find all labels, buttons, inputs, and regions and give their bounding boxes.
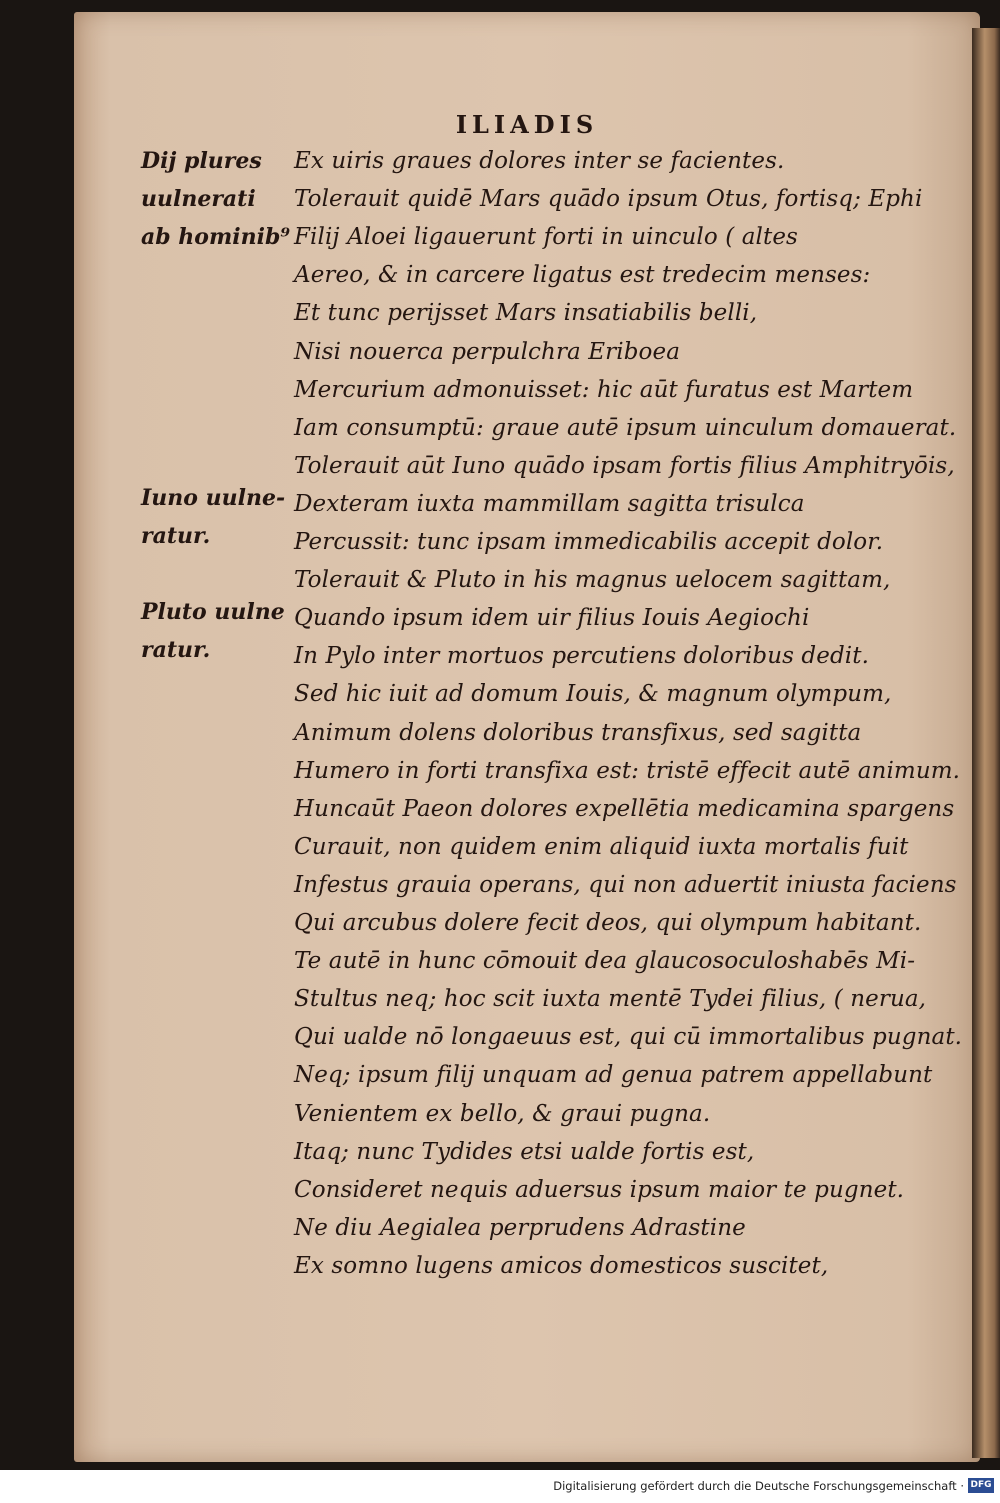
verse-line: Nisi nouerca perpulchra Eriboea bbox=[294, 338, 681, 365]
verse-line: Sed hic iuit ad domum Iouis, & magnum olympum, bbox=[294, 681, 892, 708]
verse-line: Quando ipsum idem uir filius Iouis Aegiochi bbox=[294, 605, 810, 632]
marginal-note: ab hominib⁹ bbox=[141, 224, 290, 251]
verse-line: Mercurium admonuisset: hic aūt furatus est Martem bbox=[294, 376, 914, 403]
verse-line: Stultus neq; hoc scit iuxta mentē Tydei filius, ( nerua, bbox=[294, 986, 927, 1013]
footer-credit: Digitalisierung gefördert durch die Deutsche Forschungsgemeinschaft · bbox=[553, 1479, 964, 1493]
marginal-note: uulnerati bbox=[141, 186, 256, 213]
verse-line: Et tunc perijsset Mars insatiabilis belli, bbox=[294, 300, 758, 327]
verse-line: Filij Aloei ligauerunt forti in uinculo ( altes bbox=[294, 224, 798, 251]
verse-line: Neq; ipsum filij unquam ad genua patrem appellabunt bbox=[294, 1062, 933, 1089]
verse-line: Huncaūt Paeon dolores expellētia medicamina spargens bbox=[294, 795, 955, 822]
verse-line: Tolerauit & Pluto in his magnus uelocem sagittam, bbox=[294, 567, 891, 594]
verse-line: Itaq; nunc Tydides etsi ualde fortis est, bbox=[294, 1138, 755, 1165]
book-page bbox=[74, 12, 980, 1462]
verse-line: Tolerauit aūt Iuno quādo ipsam fortis filius Amphitryōis, bbox=[294, 452, 955, 479]
verse-line: Ex uiris graues dolores inter se facientes. bbox=[294, 148, 785, 174]
verse-line: Iam consumptū: graue autē ipsum uinculum domauerat. bbox=[294, 414, 957, 441]
marginal-note: Pluto uulne bbox=[141, 599, 285, 626]
running-head: ILIADIS bbox=[455, 110, 599, 139]
verse-line: Curauit, non quidem enim aliquid iuxta mortalis fuit bbox=[294, 833, 909, 860]
dfg-logo: DFG bbox=[968, 1478, 994, 1493]
marginal-note: Dij plures bbox=[141, 148, 262, 174]
verse-line: Infestus grauia operans, qui non aduertit iniusta faciens bbox=[294, 871, 957, 898]
verse-line: Qui arcubus dolere fecit deos, qui olympum habitant. bbox=[294, 910, 922, 936]
verse-line: Venientem ex bello, & graui pugna. bbox=[294, 1100, 711, 1127]
page-edge bbox=[972, 28, 1000, 1458]
verse-line: Humero in forti transfixa est: tristē effecit autē animum. bbox=[294, 757, 961, 784]
verse-line: Dexteram iuxta mammillam sagitta trisulca bbox=[294, 490, 805, 517]
marginal-note: ratur. bbox=[141, 523, 211, 549]
verse-line: Percussit: tunc ipsam immedicabilis accepit dolor. bbox=[294, 529, 884, 555]
marginal-note: Iuno uulne- bbox=[141, 484, 286, 511]
verse-line: Tolerauit quidē Mars quādo ipsum Otus, fortisq; Ephi bbox=[294, 186, 923, 213]
verse-line: Animum dolens doloribus transfixus, sed sagitta bbox=[294, 719, 862, 746]
verse-line: In Pylo inter mortuos percutiens doloribus dedit. bbox=[294, 643, 869, 670]
verse-line: Ne diu Aegialea perprudens Adrastine bbox=[294, 1214, 746, 1241]
verse-line: Te autē in hunc cōmouit dea glaucosoculoshabēs Mi- bbox=[294, 948, 916, 975]
marginal-note: ratur. bbox=[141, 637, 211, 664]
verse-line: Ex somno lugens amicos domesticos suscitet, bbox=[294, 1252, 829, 1279]
verse-line: Aereo, & in carcere ligatus est tredecim menses: bbox=[294, 262, 871, 289]
footer-bar bbox=[0, 1470, 1000, 1503]
verse-line: Consideret nequis aduersus ipsum maior te pugnet. bbox=[294, 1176, 905, 1203]
verse-line: Qui ualde nō longaeuus est, qui cū immortalibus pugnat. bbox=[294, 1024, 963, 1051]
